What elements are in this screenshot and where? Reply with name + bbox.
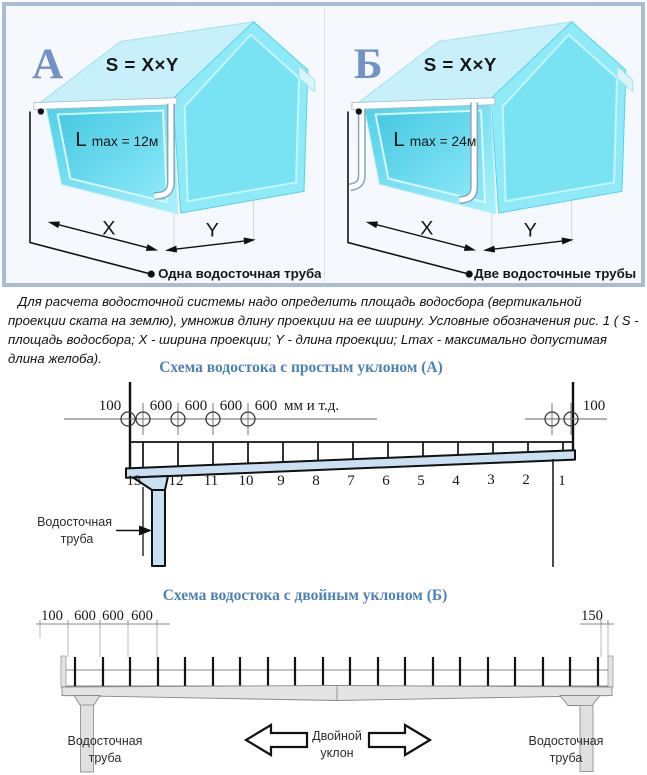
dim-600: 600 [102, 608, 124, 624]
area-formula: S = X×Y [423, 54, 497, 76]
house-body [31, 22, 315, 214]
spacing-dimension [64, 398, 607, 435]
explanation-paragraph: Для расчета водосточной системы надо определить площадь водосбора (вертикальной проекции ската на землю), умножив длину проекции на ее ширину. Условные обозначения рис. 1 ( S - площадь водосбора; X - ширина проекции; Y - длина проекции; Lmax - максимально допустимая длина желоба). [8, 294, 639, 366]
pipe-label-line1: Водосточная [37, 515, 112, 529]
panel-caption: Две водосточные трубы [474, 266, 637, 281]
spacing-dimension [36, 608, 614, 657]
house-b-figure [326, 9, 639, 281]
arrowhead-icon [366, 221, 378, 228]
svg-text:4: 4 [452, 473, 460, 489]
sloped-gutter [126, 450, 575, 567]
houses-frame [2, 2, 645, 287]
right-pipe-label-line2: труба [549, 751, 583, 765]
arrowhead-icon [165, 246, 177, 253]
svg-text:5: 5 [417, 473, 425, 489]
svg-text:8: 8 [312, 473, 320, 489]
svg-text:7: 7 [347, 473, 355, 489]
dim-600: 600 [254, 398, 278, 414]
front-wall-inner [58, 111, 167, 203]
bracket-ticks [75, 657, 598, 686]
funnel-left [74, 696, 100, 706]
single-slope-diagram [0, 379, 647, 584]
gutter-rails [61, 656, 613, 687]
arrowhead-icon [139, 526, 152, 536]
dim-600: 600 [74, 608, 96, 624]
dim-600: 600 [184, 398, 208, 414]
callout-dot-end [148, 271, 155, 278]
x-dim-label: X [102, 217, 116, 240]
pipe-label-line2: труба [60, 532, 94, 546]
dim-100-left: 100 [98, 398, 122, 414]
dim-600: 600 [131, 608, 153, 624]
arrowhead-icon [48, 221, 60, 228]
double-slope-label-line1: Двойной [312, 729, 362, 743]
dim-600: 600 [219, 398, 243, 414]
svg-text:3: 3 [487, 472, 495, 488]
right-arrow-icon [369, 725, 430, 755]
downpipe-left [350, 109, 362, 188]
panel-divider [324, 8, 325, 281]
svg-text:13: 13 [126, 473, 142, 489]
arrowhead-icon [483, 246, 495, 253]
dim-600: 600 [149, 398, 173, 414]
lmax-label: Lmax = 12м [75, 127, 159, 151]
svg-text:6: 6 [382, 473, 390, 489]
panel-letter: Б [353, 39, 383, 88]
downpipe [152, 490, 165, 566]
left-arrow-icon [246, 725, 307, 755]
svg-text:12: 12 [168, 473, 184, 489]
callout-dot-top [356, 108, 362, 114]
front-wall-inner [376, 111, 485, 203]
left-pipe-label-line1: Водосточная [67, 734, 143, 748]
y-dim-label: Y [205, 219, 219, 242]
left-pipe-label-line2: труба [88, 751, 122, 765]
funnel-right [560, 696, 600, 706]
house-panel-b [326, 9, 639, 281]
house-body [350, 22, 633, 214]
end-riser-right [608, 656, 613, 687]
dim-100: 100 [41, 608, 63, 624]
house-a-figure [8, 9, 321, 281]
bottom-labels [68, 729, 604, 765]
dim-150: 150 [581, 608, 603, 624]
area-formula: S = X×Y [105, 54, 179, 76]
svg-text:10: 10 [238, 473, 254, 489]
svg-text:9: 9 [277, 473, 285, 489]
panel-caption: Одна водосточная труба [158, 266, 321, 281]
svg-text:1: 1 [558, 473, 566, 489]
svg-text:11: 11 [203, 473, 219, 489]
double-slope-label-line2: уклон [320, 746, 354, 760]
arrowhead-icon [464, 244, 476, 251]
lmax-label: Lmax = 24м [393, 127, 477, 151]
diagram-b-title: Схема водостока с двойным уклоном (Б) [162, 587, 448, 604]
dim-100-right: 100 [582, 398, 606, 414]
svg-text:2: 2 [522, 472, 530, 488]
y-dim-label: Y [523, 219, 537, 242]
panel-letter: А [31, 39, 64, 88]
house-panel-a [8, 9, 321, 281]
x-dim-label: X [420, 217, 434, 240]
right-pipe-label-line1: Водосточная [528, 734, 604, 748]
end-riser-left [61, 656, 66, 687]
downpipe-callout [37, 515, 152, 546]
arrowhead-icon [146, 244, 158, 251]
callout-dot-end [466, 271, 473, 278]
diagram-a-title: Схема водостока с простым уклоном (А) [159, 359, 443, 376]
dim-units: мм и т.д. [284, 398, 340, 414]
callout-dot-top [38, 108, 44, 114]
double-slope-diagram [0, 608, 647, 775]
